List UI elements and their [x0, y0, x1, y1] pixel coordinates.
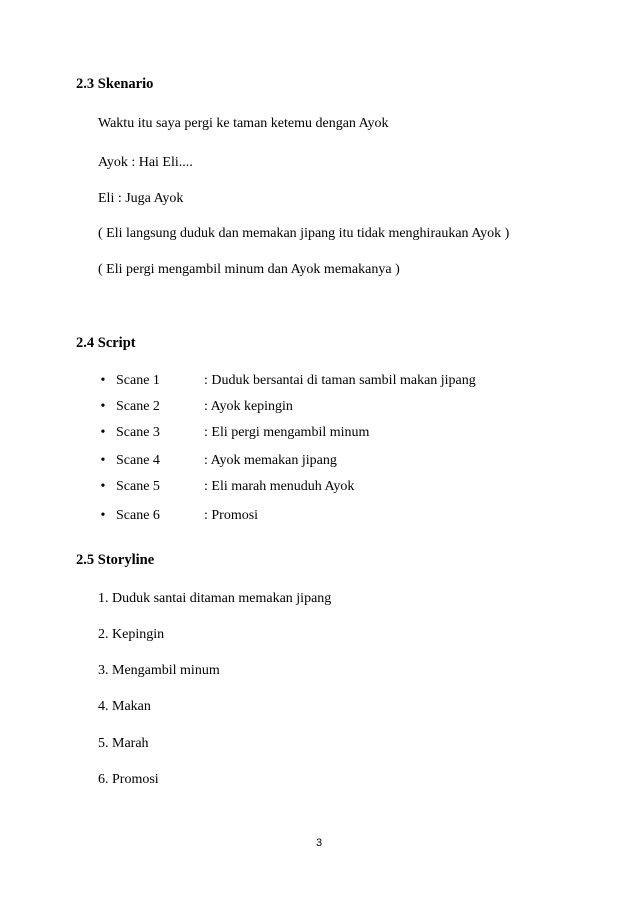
page-number: 3 [315, 837, 323, 849]
scene-row [98, 372, 528, 390]
skenario-line: ( Eli langsung duduk dan memakan jipang itu tidak menghiraukan Ayok ) [98, 226, 510, 241]
scene-name: Scane 5 [116, 479, 160, 494]
scene-description: : Duduk bersantai di taman sambil makan jipang [204, 373, 476, 388]
bullet-icon: • [100, 479, 106, 494]
bullet-icon: • [100, 399, 106, 414]
section-heading-script: 2.4 Script [76, 335, 136, 351]
scene-description: : Eli pergi mengambil minum [204, 425, 370, 440]
storyline-item: 5. Marah [98, 736, 149, 751]
scene-name: Scane 1 [116, 373, 160, 388]
scene-row [98, 398, 528, 416]
bullet-icon: • [100, 508, 106, 523]
skenario-line: ( Eli pergi mengambil minum dan Ayok memakanya ) [98, 262, 400, 277]
storyline-item: 3. Mengambil minum [98, 663, 220, 678]
scene-row [98, 507, 528, 525]
scene-description: : Ayok memakan jipang [204, 453, 337, 468]
scene-description: : Eli marah menuduh Ayok [204, 479, 355, 494]
section-heading-storyline: 2.5 Storyline [76, 552, 155, 568]
skenario-line: Waktu itu saya pergi ke taman ketemu dengan Ayok [98, 116, 389, 131]
storyline-item: 1. Duduk santai ditaman memakan jipang [98, 591, 332, 606]
scene-name: Scane 3 [116, 425, 160, 440]
storyline-item: 2. Kepingin [98, 627, 165, 642]
bullet-icon: • [100, 453, 106, 468]
storyline-item: 4. Makan [98, 699, 151, 714]
scene-description: : Promosi [204, 508, 259, 523]
skenario-line: Eli : Juga Ayok [98, 191, 184, 206]
scene-row [98, 424, 528, 442]
scene-row [98, 452, 528, 470]
scene-description: : Ayok kepingin [204, 399, 293, 414]
skenario-line: Ayok : Hai Eli.... [98, 155, 193, 170]
scene-name: Scane 6 [116, 508, 160, 523]
section-heading-skenario: 2.3 Skenario [76, 76, 154, 92]
storyline-item: 6. Promosi [98, 772, 159, 787]
scene-name: Scane 2 [116, 399, 160, 414]
scene-row [98, 478, 528, 496]
bullet-icon: • [100, 425, 106, 440]
scene-name: Scane 4 [116, 453, 160, 468]
bullet-icon: • [100, 373, 106, 388]
